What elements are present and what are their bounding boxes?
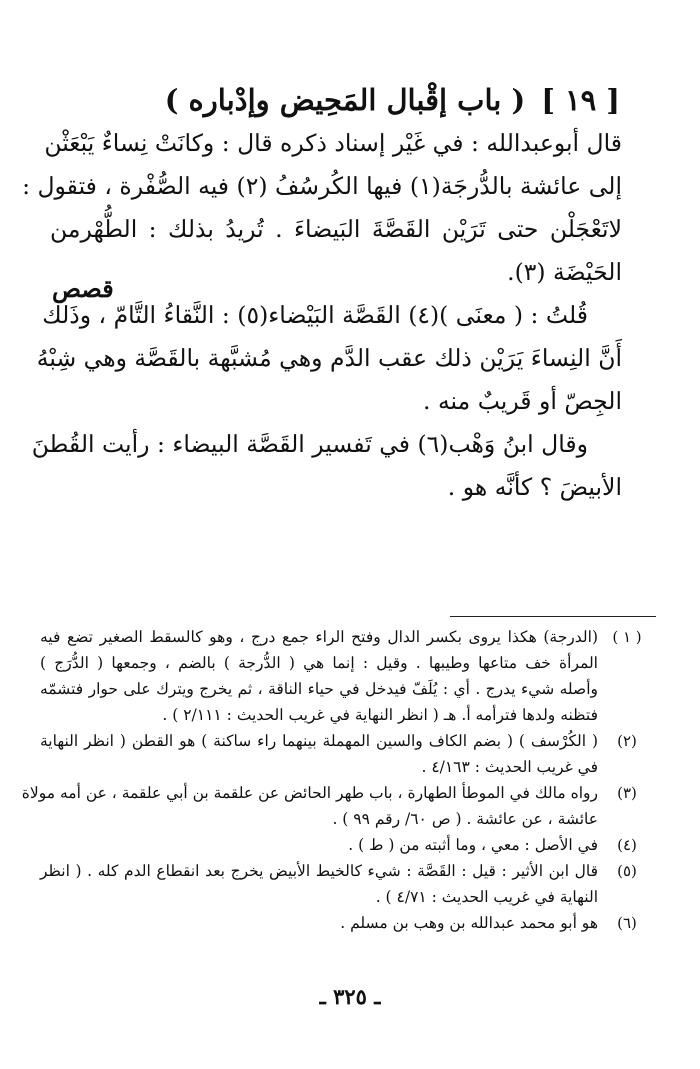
footnote-line: (الدرجة) هكذا يروى بكسر الدال وفتح الراء جمع درج ، وهو كالسقط الصغير تضع فيه bbox=[40, 628, 598, 646]
footnote-line: هو أبو محمد عبدالله بن وهب بن مسلم . bbox=[340, 914, 598, 932]
chapter-number: [ ١٩ ] bbox=[541, 83, 620, 117]
footnote-5 bbox=[40, 858, 656, 910]
footnote-line: في الأصل : معي ، وما أثبته من ( ط ) . bbox=[348, 836, 598, 854]
footnote-line: المرأة خف متاعها وطيبها . وقيل : إنما هي ( الدُّرجة ) بالضم ، وجمعها ( الدُّرَج ) bbox=[40, 654, 598, 672]
footnote-6 bbox=[40, 910, 656, 936]
footnote-text bbox=[40, 832, 598, 858]
footnote-number: (٥) bbox=[617, 862, 637, 880]
body-line: لاتَعْجَلْن حتى تَرَيْن القَصَّةَ البَيضاءَ . تُريدُ بذلك : الطُّهْرمن bbox=[50, 215, 622, 243]
body-line: الأبيضَ ؟ كأنَّه هو . bbox=[447, 473, 622, 501]
footnote-line: ( الكُرْسف ) ( بضم الكاف والسين المهملة بينهما راء ساكنة ) هو القطن ( انظر النهاية bbox=[40, 732, 598, 750]
chapter-title: ( باب إقْبال المَحِيض وإدْباره ) bbox=[164, 83, 526, 117]
page-number: ـ ٣٢٥ ـ bbox=[319, 984, 381, 1009]
footnote-line: النهاية في غريب الحديث : ٤/٧١ ) . bbox=[375, 888, 598, 906]
footnote-number: ( ١ ) bbox=[612, 628, 642, 646]
footnote-number: (٣) bbox=[617, 784, 637, 802]
body-line: الجِصّ أو قَريبٌ منه . bbox=[423, 387, 622, 415]
footnote-line: وأصله شيء يدرج . أي : يُلَفّ فيدخل في حياء الناقة ، ثم يخرج ويترك على حوار فتشمّه bbox=[40, 680, 598, 698]
footnote-text bbox=[40, 728, 598, 780]
footnote-number: (٦) bbox=[617, 914, 637, 932]
footnote-text bbox=[40, 910, 598, 936]
footnote-text bbox=[40, 624, 598, 728]
main-text bbox=[22, 122, 622, 509]
footnote-separator bbox=[450, 616, 656, 617]
footnote-line: عائشة ، عن عائشة . ( ص ٦٠/ رقم ٩٩ ) . bbox=[332, 810, 598, 828]
footnote-line: رواه مالك في الموطأ الطهارة ، باب طهر الحائض عن علقمة بن أبي علقمة ، عن أمه مولاة bbox=[21, 784, 598, 802]
footnote-line: في غريب الحديث : ٤/١٦٣ . bbox=[421, 758, 598, 776]
body-line: الحَيْضَة (٣). bbox=[507, 258, 622, 286]
footnote-3 bbox=[21, 780, 656, 832]
footnote-4 bbox=[40, 832, 656, 858]
footnote-2 bbox=[40, 728, 656, 780]
footnote-number: (٢) bbox=[617, 732, 637, 750]
body-line: وقال ابنُ وَهْب(٦) في تَفسير القَصَّة البيضاء : رأيت القُطنَ bbox=[31, 430, 588, 458]
footnote-text bbox=[22, 780, 598, 832]
footnote-number: (٤) bbox=[617, 836, 637, 854]
footnotes bbox=[21, 624, 656, 936]
footnote-line: فتظنه ولدها فترأمه أ. هـ ( انظر النهاية في غريب الحديث : ٢/١١١ ) . bbox=[162, 706, 598, 724]
footnote-text bbox=[40, 858, 598, 910]
margin-keyword: قصص bbox=[52, 274, 114, 303]
footnote-line: قال ابن الأثير : قيل : القَصَّة : شيء كالخيط الأبيض يخرج بعد انقطاع الدم كله . ( انظر bbox=[40, 862, 598, 880]
body-line: أَنَّ النِساءَ يَرَيْن ذلك عقب الدَّم وهي مُشبَّهة بالقَصَّة وهي شِبْهُ bbox=[36, 344, 622, 372]
body-line: قُلتُ : ( معنَى )(٤) القَصَّة البَيْضاء(٥) : النَّقاءُ التَّامّ ، وذَلك bbox=[42, 301, 588, 329]
footnote-1 bbox=[40, 624, 656, 728]
body-line: قال أبوعبدالله : في غَيْر إسناد ذكره قال : وكانَتْ نِساءٌ يَبْعَثْن bbox=[44, 129, 622, 157]
body-line: إلى عائشة بالدُّرجَة(١) فيها الكُرسُفُ (٢) فيه الصُّفْرة ، فتقول : bbox=[22, 172, 622, 200]
chapter-heading bbox=[164, 78, 620, 122]
